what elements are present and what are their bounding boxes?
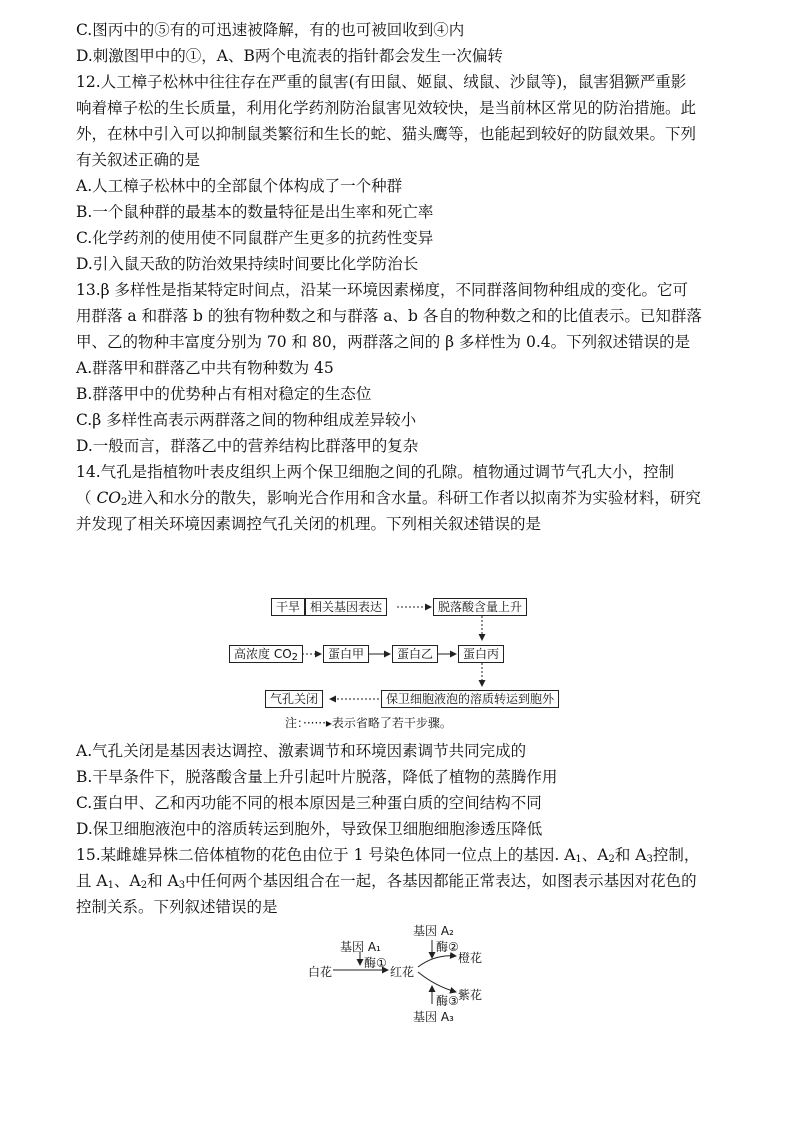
b2-sub: 2	[140, 880, 148, 891]
q14-stem-line1: 14.气孔是指植物叶表皮组织上两个保卫细胞之间的孔隙。植物通过调节气孔大小，控制	[76, 463, 675, 481]
gene-a2-label: 基因 A₂	[413, 924, 454, 938]
q13-option-c: C.β 多样性高表示两群落之间的物种组成差异较小	[76, 411, 417, 429]
q12-stem-line2: 响着樟子松的生长质量，利用化学药剂防治鼠害见效较快，是当前林区常见的防治措施。此	[76, 99, 697, 117]
red-flower-label: 红花	[390, 965, 415, 979]
purple-flower-label: 紫花	[458, 988, 483, 1002]
q12-option-b: B.一个鼠种群的最基本的数量特征是出生率和死亡率	[76, 203, 434, 221]
box-aba-rise: 脱落酸含量上升	[433, 598, 527, 616]
q13-stem-line2: 用群落 a 和群落 b 的独有物种数之和与群落 a、b 各自的物种数之和的比值表示。已知群落	[76, 307, 702, 325]
q15-stem-line1	[76, 845, 699, 865]
box-protein-b: 蛋白乙	[392, 645, 438, 663]
q13-option-a: A.群落甲和群落乙中共有物种数为 45	[76, 359, 334, 377]
q14-stem-line2-rest: 进入和水分的散失，影响光合作用和含水量。科研工作者以拟南芥为实验材料，研究	[127, 489, 701, 507]
q15-line2-text: 且 A	[76, 872, 108, 890]
co2-formula: CO	[96, 489, 122, 507]
q13-stem-line1: 13.β 多样性是指某特定时间点，沿某一环境因素梯度，不同群落间物种组成的变化。它可	[76, 281, 689, 299]
box-protein-c: 蛋白丙	[458, 645, 504, 663]
q14-stem-line3: 并发现了相关环境因素调控气孔关闭的机理。下列相关叙述错误的是	[76, 515, 542, 533]
diagram1-note: 注：······▸表示省略了若干步骤。	[285, 716, 452, 730]
orange-flower-label: 橙花	[458, 951, 483, 965]
q14-stem-line2	[76, 488, 701, 508]
gene-a3-label: 基因 A₃	[413, 1010, 454, 1024]
q12-option-a: A.人工樟子松林中的全部鼠个体构成了一个种群	[76, 177, 403, 195]
gene-a1-label: 基因 A₁	[340, 940, 381, 954]
q15-line1-sep2: 和 A	[614, 846, 647, 864]
q13-option-d: D.一般而言，群落乙中的营养结构比群落甲的复杂	[76, 437, 419, 455]
q15-stem-line2	[76, 871, 697, 891]
co2-label-subscript: 2	[291, 652, 299, 663]
q13-stem-line3: 甲、乙的物种丰富度分别为 70 和 80，两群落之间的 β 多样性为 0.4。下列叙述错误的是	[76, 333, 691, 351]
q12-option-d: D.引入鼠天敌的防治效果持续时间要比化学防治长	[76, 255, 419, 273]
q15-line2-sep1: 、A	[114, 872, 141, 890]
option-c-prev: C.图丙中的⑤有的可迅速被降解，有的也可被回收到④内	[76, 21, 465, 39]
box-protein-a: 蛋白甲	[323, 645, 369, 663]
enzyme1-label: 酶①	[364, 956, 387, 970]
b1-sub: 1	[107, 880, 114, 891]
stomata-regulation-diagram	[225, 596, 565, 736]
box-high-co2	[229, 645, 303, 663]
enzyme3-label: 酶③	[436, 994, 459, 1008]
q15-stem-line3: 控制关系。下列叙述错误的是	[76, 898, 278, 916]
white-flower-label: 白花	[308, 965, 333, 979]
q15-line1-end: 控制，	[652, 846, 700, 864]
q15-line2-end: 中任何两个基因组合在一起，各基因都能正常表达，如图表示基因对花色的	[185, 872, 697, 890]
co2-subscript: 2	[121, 497, 128, 508]
a1-sub: 1	[575, 854, 582, 865]
box-solute-transport: 保卫细胞液泡的溶质转运到胞外	[381, 690, 559, 708]
b3-sub: 3	[178, 880, 186, 891]
box-stoma-close: 气孔关闭	[265, 690, 323, 708]
q12-option-c: C.化学药剂的使用使不同鼠群产生更多的抗药性变异	[76, 229, 434, 247]
q14-paren: （	[76, 489, 97, 507]
a3-sub: 3	[646, 854, 653, 865]
q12-stem-line4: 有关叙述正确的是	[76, 151, 201, 169]
q15-line1-sep1: 、A	[581, 846, 609, 864]
q14-option-a: A.气孔关闭是基因表达调控、激素调节和环境因素调节共同完成的	[76, 742, 527, 760]
q14-option-b: B.干旱条件下，脱落酸含量上升引起叶片脱落，降低了植物的蒸腾作用	[76, 768, 558, 786]
q15-line1-text: 15.某雌雄异株二倍体植物的花色由位于 1 号染色体同一位点上的基因. A	[76, 846, 576, 864]
q14-option-c: C.蛋白甲、乙和丙功能不同的根本原因是三种蛋白质的空间结构不同	[76, 794, 542, 812]
box-drought: 干旱	[271, 598, 305, 616]
q12-stem-line1: 12.人工樟子松林中往往存在严重的鼠害(有田鼠、姬鼠、绒鼠、沙鼠等)，鼠害猖獗严重影	[76, 73, 687, 91]
a2-sub: 2	[608, 854, 615, 865]
box-gene-expression: 相关基因表达	[305, 598, 387, 616]
q14-option-d: D.保卫细胞液泡中的溶质转运到胞外，导致保卫细胞细胞渗透压降低	[76, 820, 543, 838]
flower-color-diagram	[300, 922, 500, 1022]
q15-line2-sep2: 和 A	[147, 872, 179, 890]
co2-label: 高浓度 CO	[234, 647, 292, 661]
enzyme2-label: 酶②	[436, 940, 459, 954]
q13-option-b: B.群落甲中的优势种占有相对稳定的生态位	[76, 385, 372, 403]
option-d-prev: D.刺激图甲中的①，A、B两个电流表的指针都会发生一次偏转	[76, 47, 503, 65]
q12-stem-line3: 外，在林中引入可以抑制鼠类繁衍和生长的蛇、猫头鹰等，也能起到较好的防鼠效果。下列	[76, 125, 697, 143]
